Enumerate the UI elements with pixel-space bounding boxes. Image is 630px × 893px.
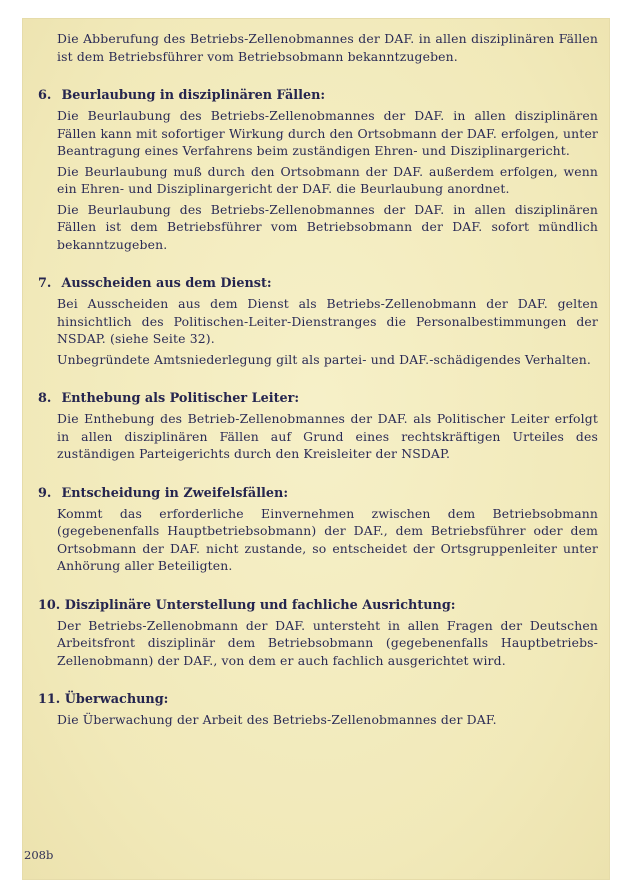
section-paragraph: Bei Ausscheiden aus dem Dienst als Betriebs-Zellenobmann der DAF. gelten hinsichtlich des Politischen-Leiter-Dienstranges die Personalbestimmungen der NSDAP. (siehe Seite 32). xyxy=(57,296,598,346)
page-content xyxy=(38,30,598,732)
section-paragraph: Die Beurlaubung muß durch den Ortsobmann der DAF. außerdem erfolgen, wenn ein Ehren- und Disziplinargericht der DAF. die Beurlaubung anordnet. xyxy=(57,163,598,196)
section-10 xyxy=(38,597,598,670)
section-paragraph: Die Beurlaubung des Betriebs-Zellenobmannes der DAF. in allen disziplinären Fällen ist dem Betriebsführer vom Betriebsobmann der DAF. sofort mündlich bekanntzugeben. xyxy=(57,201,598,252)
section-title: Disziplinäre Unterstellung und fachliche Ausrichtung: xyxy=(64,597,456,613)
section-heading xyxy=(38,691,598,709)
section-number: 11. xyxy=(38,692,61,707)
section-number: 7. xyxy=(38,276,52,291)
book-page xyxy=(22,18,610,880)
section-heading xyxy=(38,275,598,293)
section-heading xyxy=(38,87,598,105)
section-title: Enthebung als Politischer Leiter: xyxy=(61,391,300,406)
section-paragraph: Kommt das erforderliche Einvernehmen zwischen dem Betriebsobmann (gegebenenfalls Hauptbetriebsobmann) der DAF., dem Betriebsführer oder dem Ortsobmann der DAF. nicht zustande, so entscheidet der Ortsgruppenleiter unter Anhörung aller Beteiligten. xyxy=(57,505,598,573)
section-6 xyxy=(38,87,598,253)
section-number: 10. xyxy=(38,597,61,613)
section-7 xyxy=(38,275,598,368)
section-9 xyxy=(38,485,598,575)
section-title: Entscheidung in Zweifelsfällen: xyxy=(61,485,289,501)
section-number: 6. xyxy=(38,88,52,103)
section-heading xyxy=(38,390,598,408)
section-number: 9. xyxy=(38,485,52,501)
section-paragraph: Unbegründete Amtsniederlegung gilt als partei- und DAF.-schädigendes Verhalten. xyxy=(57,351,591,367)
intro-paragraph: Die Abberufung des Betriebs-Zellenobmannes der DAF. in allen disziplinären Fällen ist dem Betriebsführer vom Betriebsobmann bekanntzugeben. xyxy=(57,31,598,64)
section-title: Überwachung: xyxy=(64,692,169,707)
section-title: Beurlaubung in disziplinären Fällen: xyxy=(61,88,326,103)
section-paragraph: Die Enthebung des Betrieb-Zellenobmannes der DAF. als Politischer Leiter erfolgt in allen disziplinären Fällen auf Grund eines rechtskräftigen Urteiles des zuständigen Parteigerichts durch den Kreisleiter der NSDAP. xyxy=(57,411,598,461)
section-heading xyxy=(38,485,598,503)
section-title: Ausscheiden aus dem Dienst: xyxy=(61,276,272,291)
section-paragraph: Der Betriebs-Zellenobmann der DAF. untersteht in allen Fragen der Deutschen Arbeitsfront disziplinär dem Betriebsobmann (gegebenenfalls Hauptbetriebs-Zellenobmann) der DAF., von dem er auch fachlich ausgerichtet wird. xyxy=(57,617,598,668)
section-paragraph: Die Überwachung der Arbeit des Betriebs-Zellenobmannes der DAF. xyxy=(57,712,497,727)
section-number: 8. xyxy=(38,391,52,406)
section-8 xyxy=(38,390,598,463)
page-number: 208b xyxy=(24,848,54,862)
section-11 xyxy=(38,691,598,729)
section-heading xyxy=(38,597,598,615)
section-paragraph: Die Beurlaubung des Betriebs-Zellenobmannes der DAF. in allen disziplinären Fällen kann mit sofortiger Wirkung durch den Ortsobmann der DAF. erfolgen, unter Beantragung eines Verfahrens beim zuständigen Ehren- und Disziplinargericht. xyxy=(57,108,598,158)
